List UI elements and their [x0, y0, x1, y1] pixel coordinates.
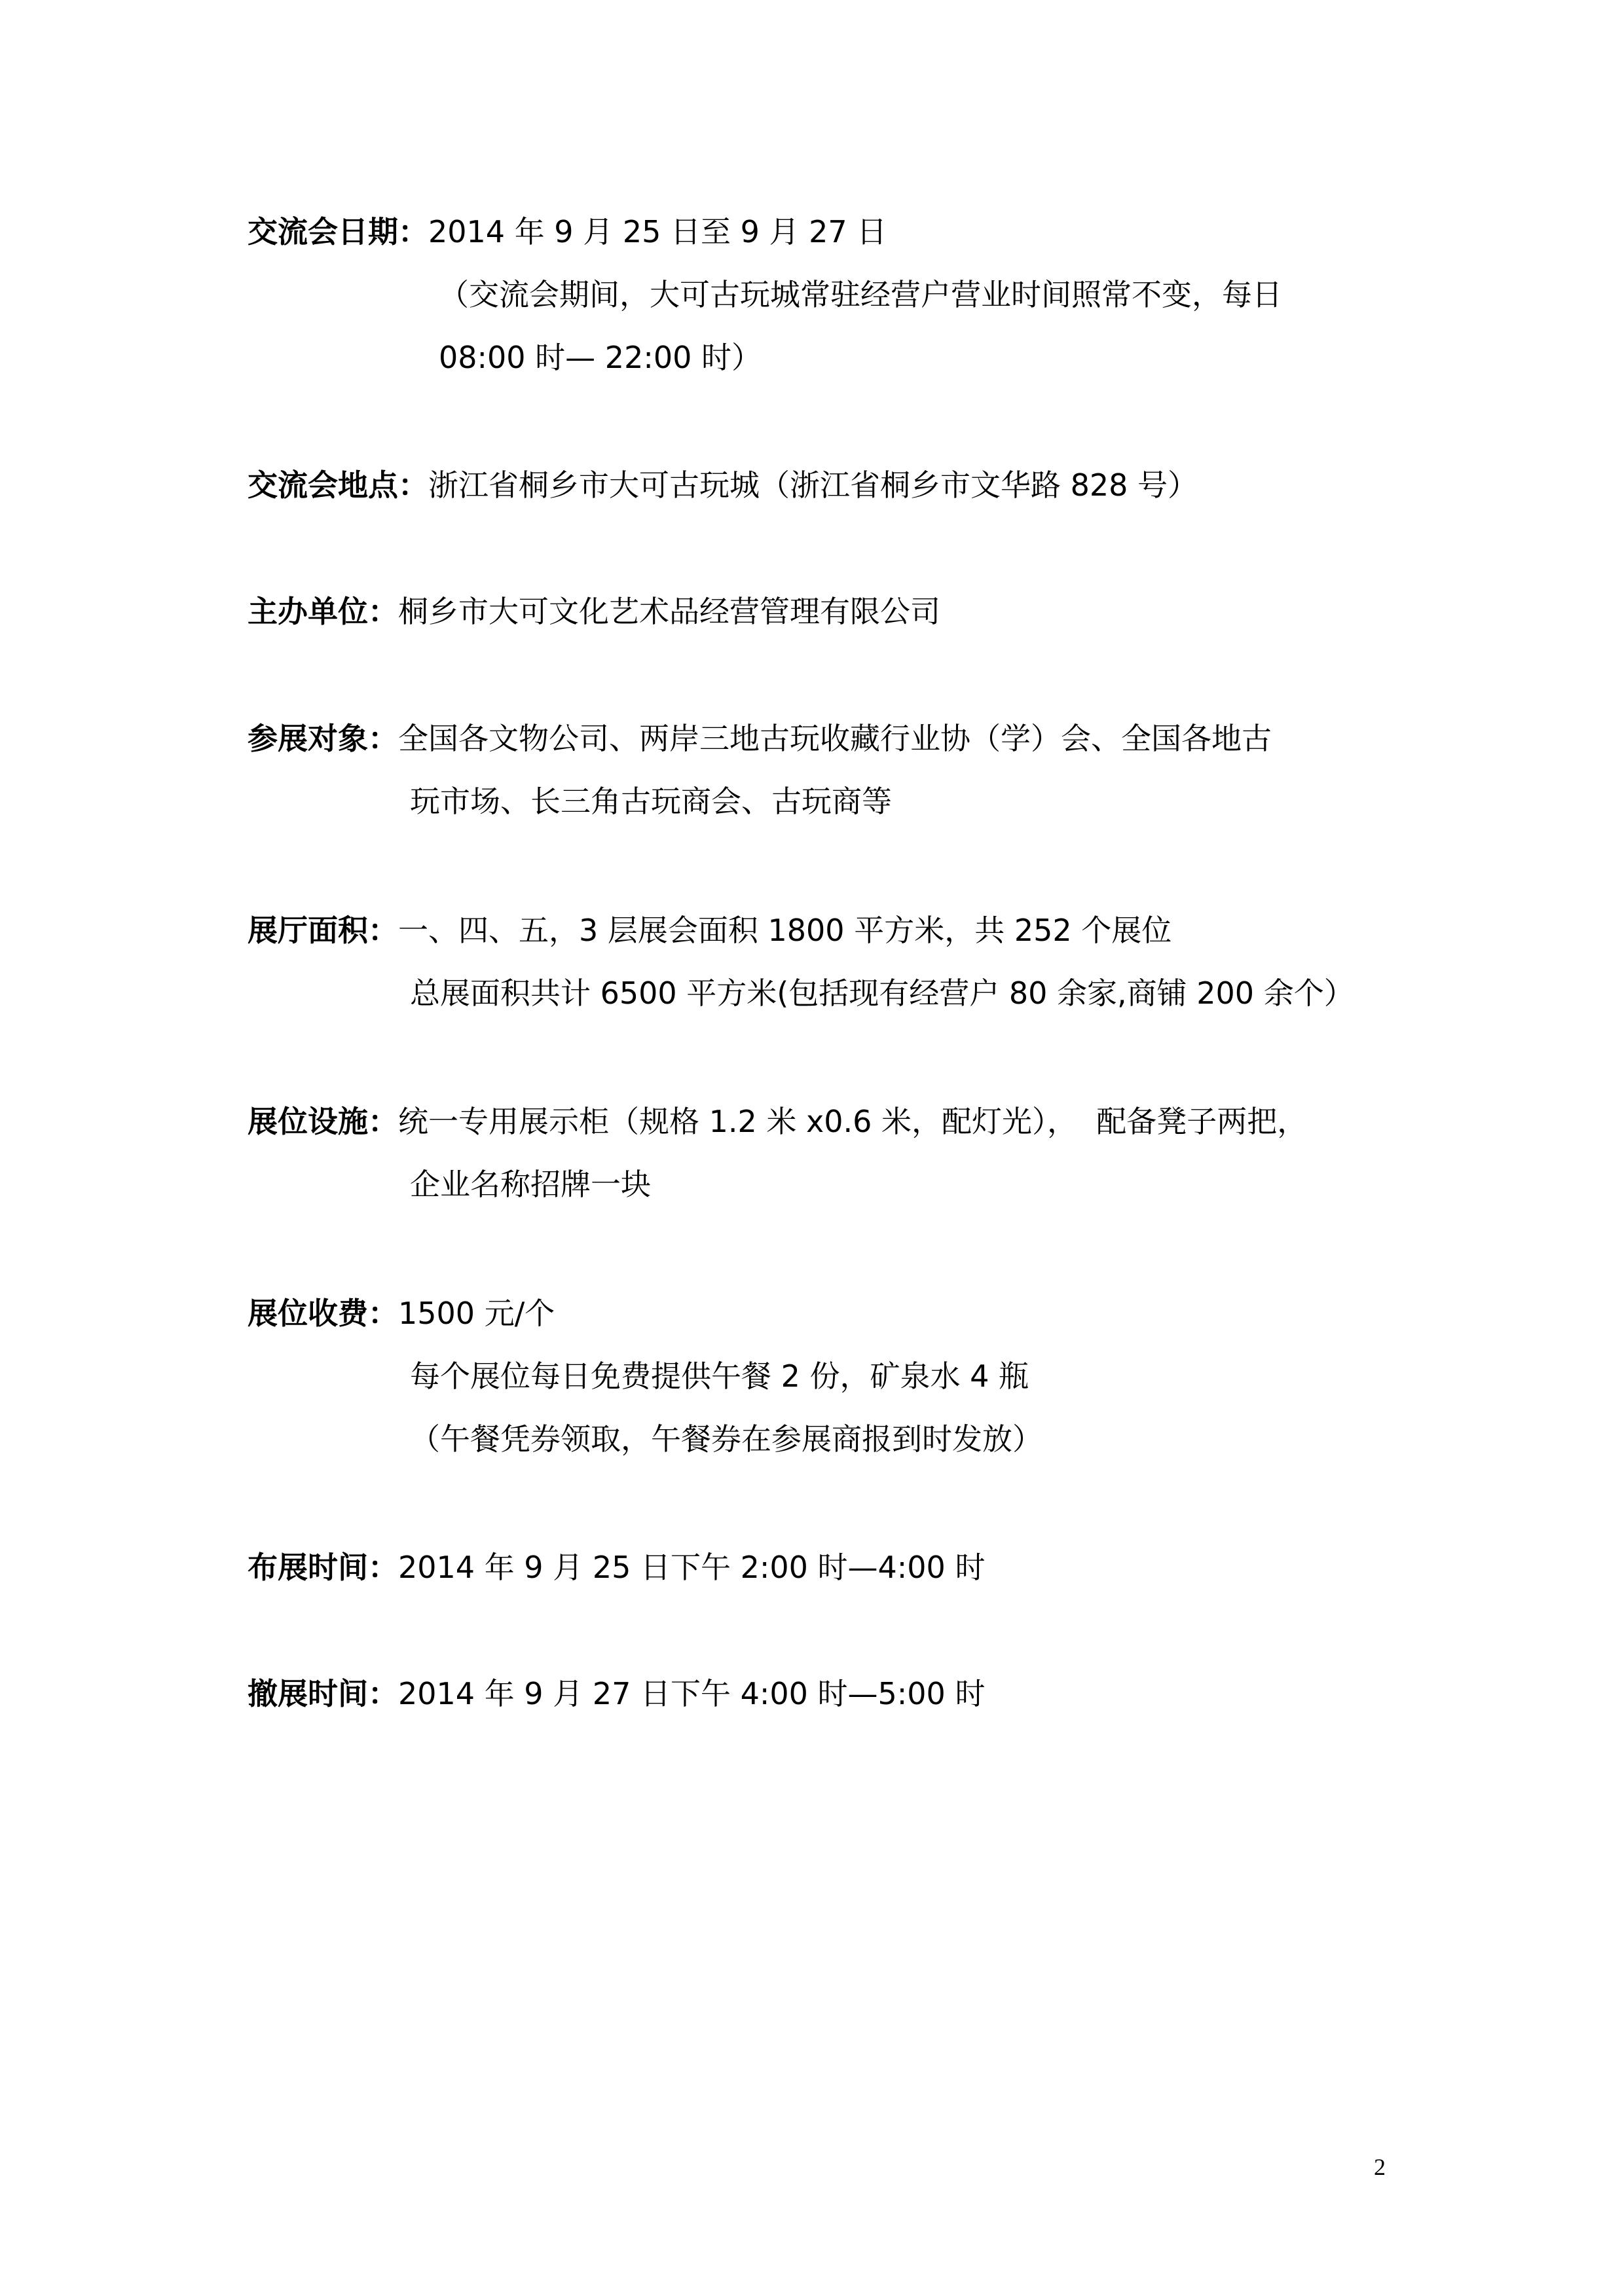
entry-booth-facilities	[248, 1090, 1413, 1216]
entry-value: 桐乡市大可文化艺术品经营管理有限公司	[398, 594, 940, 629]
entry-line	[248, 707, 1413, 770]
entry-line: （交流会期间，大可古玩城常驻经营户营业时间照常不变，每日	[439, 277, 1282, 312]
entry-line: 总展面积共计 6500 平方米(包括现有经营户 80 余家,商铺 200 余个）	[410, 975, 1354, 1011]
entry-label: 主办单位：	[248, 594, 398, 629]
entry-line	[248, 580, 1413, 643]
entry-value: 2014 年 9 月 27 日下午 4:00 时—5:00 时	[398, 1676, 986, 1711]
entry-value: 浙江省桐乡市大可古玩城（浙江省桐乡市文华路 828 号）	[428, 467, 1198, 503]
entry-line	[248, 1662, 1413, 1725]
entry-exhibition-date	[248, 200, 1413, 389]
entry-line: 玩市场、长三角古玩商会、古玩商等	[410, 784, 892, 819]
entry-exhibition-location	[248, 454, 1413, 517]
entry-line	[248, 1090, 1413, 1153]
entry-line	[248, 454, 1413, 517]
entry-label: 展厅面积：	[248, 913, 398, 948]
entry-line	[248, 200, 1413, 263]
entry-teardown-time	[248, 1662, 1413, 1725]
entry-value: 全国各文物公司、两岸三地古玩收藏行业协（学）会、全国各地古	[398, 721, 1272, 756]
entry-label: 交流会地点：	[248, 467, 428, 503]
entry-label: 参展对象：	[248, 721, 398, 756]
entry-line	[248, 1282, 1413, 1345]
entry-label: 撤展时间：	[248, 1676, 398, 1711]
entry-organizer	[248, 580, 1413, 643]
entry-value: 2014 年 9 月 25 日至 9 月 27 日	[428, 214, 887, 249]
entry-participants	[248, 707, 1413, 833]
entry-line: （午餐凭券领取，午餐券在参展商报到时发放）	[410, 1421, 1043, 1457]
entry-label: 交流会日期：	[248, 214, 428, 249]
entry-value: 1500 元/个	[398, 1296, 555, 1331]
entry-label: 展位设施：	[248, 1104, 398, 1139]
entry-label: 布展时间：	[248, 1550, 398, 1585]
entry-line: 每个展位每日免费提供午餐 2 份，矿泉水 4 瓶	[410, 1358, 1029, 1394]
entry-line: 企业名称招牌一块	[410, 1167, 651, 1202]
entry-value: 2014 年 9 月 25 日下午 2:00 时—4:00 时	[398, 1550, 986, 1585]
entry-line	[248, 899, 1413, 962]
entry-value: 统一专用展示柜（规格 1.2 米 x0.6 米，配灯光）， 配备凳子两把，	[398, 1104, 1308, 1139]
entry-label: 展位收费：	[248, 1296, 398, 1331]
entry-line	[248, 1536, 1413, 1599]
entry-value: 一、四、五，3 层展会面积 1800 平方米，共 252 个展位	[398, 913, 1172, 948]
entry-booth-fee	[248, 1282, 1413, 1470]
page-number: 2	[1374, 2154, 1386, 2180]
entry-hall-area	[248, 899, 1413, 1025]
entry-setup-time	[248, 1536, 1413, 1599]
entry-line: 08:00 时— 22:00 时）	[439, 340, 762, 375]
